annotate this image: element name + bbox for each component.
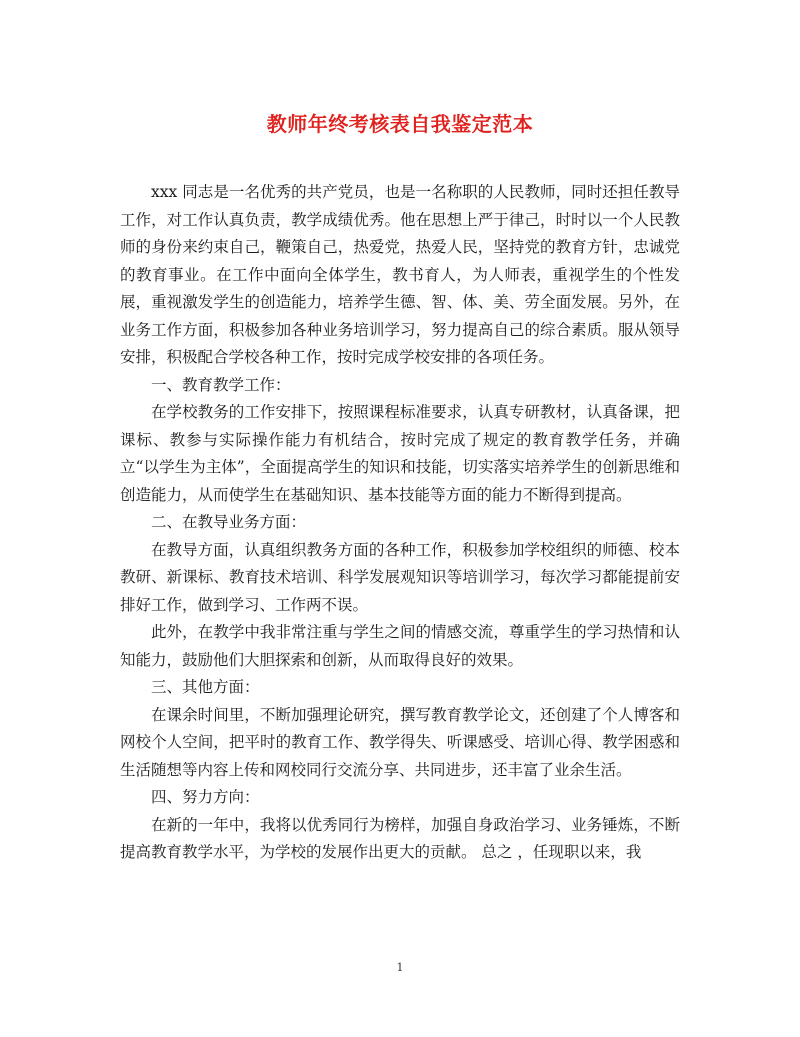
direction-paragraph: 在新的一年中，我将以优秀同行为榜样，加强自身政治学习、业务锤炼，不断提高教育教学水平，为学校的发展作出更大的贡献。 总之 ，任现职以来，我 bbox=[120, 815, 680, 861]
guidance-paragraph: 在教导方面，认真组织教务方面的各种工作，积极参加学校组织的师德、校本教研、新课标、教育技术培训、科学发展观知识等培训学习，每次学习都能提前安排好工作，做到学习、工作两不误。 bbox=[120, 540, 680, 614]
page-number: 1 bbox=[396, 961, 404, 974]
document-body bbox=[120, 179, 680, 867]
section-heading-other: 三、其他方面： bbox=[151, 678, 260, 696]
section-heading-teaching: 一、教育教学工作： bbox=[151, 375, 291, 394]
section-heading-direction: 四、努力方向： bbox=[151, 788, 260, 806]
section-heading-guidance: 二、在教导业务方面： bbox=[151, 513, 307, 531]
emotion-paragraph: 此外，在教学中我非常注重与学生之间的情感交流，尊重学生的学习热情和认知能力，鼓励他们大胆探索和创新，从而取得良好的效果。 bbox=[120, 623, 680, 669]
teaching-paragraph: 在学校教务的工作安排下，按照课程标准要求，认真专研教材，认真备课，把课标、教参与实际操作能力有机结合，按时完成了规定的教育教学任务，并确立“以学生为主体”，全面提高学生的知识和技能，切实落实培养学生的创新思维和创造能力，从而使学生在基础知识、基本技能等方面的能力不断得到提高。 bbox=[120, 403, 680, 504]
intro-paragraph: xxx 同志是一名优秀的共产党员，也是一名称职的人民教师，同时还担任教导工作，对工作认真负责，教学成绩优秀。他在思想上严于律己，时时以一个人民教师的身份来约束自己，鞭策自己，热爱党，热爱人民，坚持党的教育方针，忠诚党的教育事业。在工作中面向全体学生，教书育人，为人师表，重视学生的个性发展，重视激发学生的创造能力，培养学生德、智、体、美、劳全面发展。另外，在业务工作方面，积极参加各种业务培训学习，努力提高自己的综合素质。服从领导安排，积极配合学校各种工作，按时完成学校安排的各项任务。 bbox=[120, 183, 680, 366]
document-title: 教师年终考核表自我鉴定范本 bbox=[266, 112, 534, 136]
other-paragraph: 在课余时间里，不断加强理论研究，撰写教育教学论文，还创建了个人博客和网校个人空间，把平时的教育工作、教学得失、听课感受、培训心得、教学困惑和生活随想等内容上传和网校同行交流分享、共同进步，还丰富了业余生活。 bbox=[120, 705, 680, 779]
